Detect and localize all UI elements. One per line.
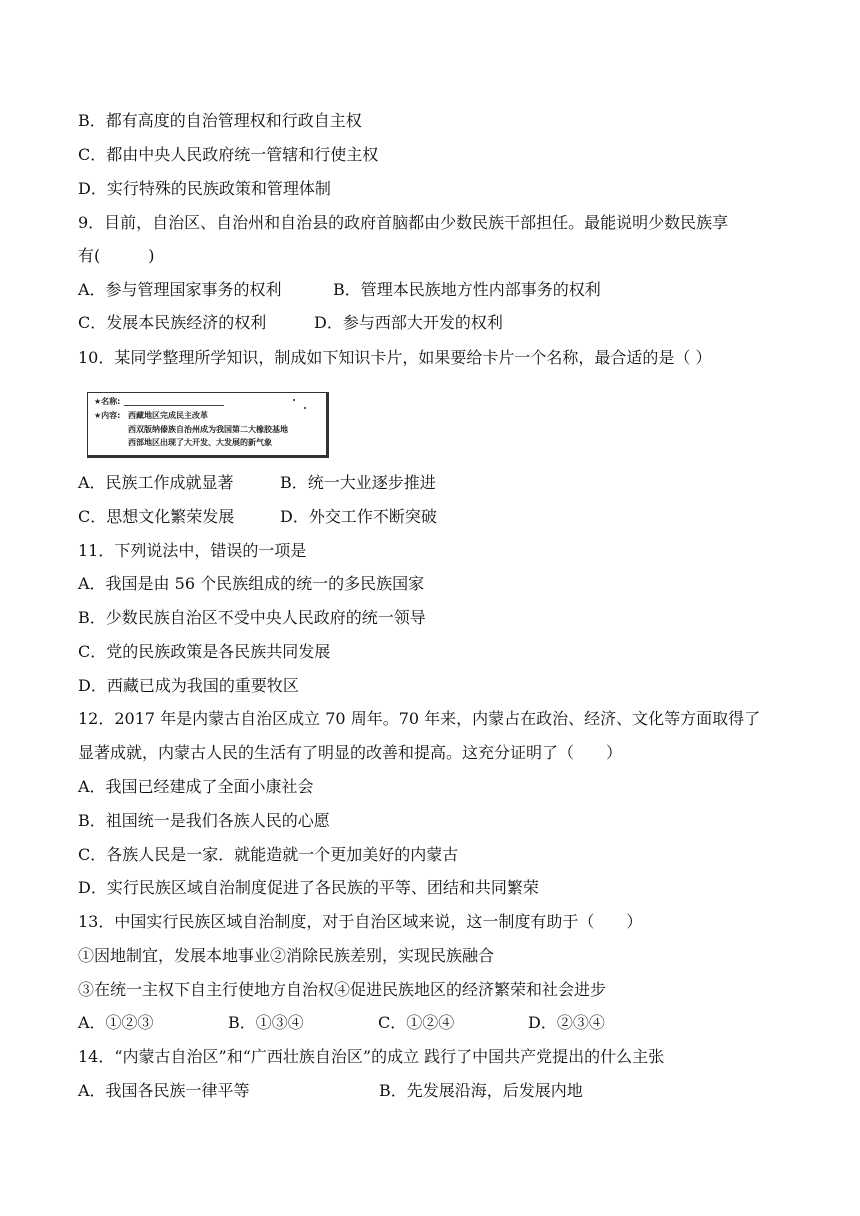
q9-stem-line-1: 9．目前，自治区、自治州和自治县的政府首脑都由少数民族干部担任。最能说明少数民族享 [78, 213, 729, 232]
q10-option-c: C．思想文化繁荣发展 [78, 507, 235, 526]
q9-option-b: B．管理本民族地方性内部事务的权利 [333, 280, 601, 299]
q11-option-b: B．少数民族自治区不受中央人民政府的统一领导 [78, 608, 426, 627]
card-item-3: 西部地区出现了大开发、大发展的新气象 [128, 438, 272, 447]
q10-option-b: B．统一大业逐步推进 [280, 473, 436, 492]
q13-option-d: D．②③④ [528, 1013, 605, 1032]
q12-option-a: A．我国已经建成了全面小康社会 [78, 777, 314, 796]
q12-option-d: D．实行民族区域自治制度促进了各民族的平等、团结和共同繁荣 [78, 878, 539, 897]
q9-stem-line-2: 有( ) [78, 246, 155, 265]
q14-option-b: B．先发展沿海，后发展内地 [379, 1081, 583, 1100]
q13-options-row [78, 1013, 605, 1033]
q13-statement-line-2: ③在统一主权下自主行使地方自治权④促进民族地区的经济繁荣和社会进步 [78, 980, 607, 999]
q13-statement-line-1: ①因地制宜，发展本地事业②消除民族差别，实现民族融合 [78, 946, 495, 965]
q13-stem: 13．中国实行民族区域自治制度，对于自治区域来说，这一制度有助于（ ） [78, 912, 643, 931]
card-content-label: ★内容: [94, 411, 121, 420]
q13-option-b: B．①③④ [228, 1013, 304, 1032]
card-item-1: 西藏地区完成民主改革 [128, 411, 208, 420]
q14-option-a: A．我国各民族一律平等 [78, 1081, 250, 1100]
q8-option-b: B．都有高度的自治管理权和行政自主权 [78, 111, 362, 130]
q10-option-a: A．民族工作成就显著 [78, 473, 234, 492]
q11-option-c: C．党的民族政策是各民族共同发展 [78, 642, 331, 661]
knowledge-card-image [87, 392, 329, 458]
q12-option-b: B．祖国统一是我们各族人民的心愿 [78, 811, 330, 830]
q11-option-a: A．我国是由 56 个民族组成的统一的多民族国家 [78, 574, 425, 593]
q8-option-d: D．实行特殊的民族政策和管理体制 [78, 179, 331, 198]
q12-stem-line-2: 显著成就，内蒙古人民的生活有了明显的改善和提高。这充分证明了（ ） [78, 743, 623, 762]
scan-speck [293, 399, 295, 401]
q10-stem: 10．某同学整理所学知识，制成如下知识卡片，如果要给卡片一个名称，最合适的是（ ） [78, 348, 712, 367]
q11-option-d: D．西藏已成为我国的重要牧区 [78, 676, 299, 695]
q13-option-c: C．①②④ [378, 1013, 455, 1032]
q10-options-row-1 [78, 473, 436, 493]
q9-option-d: D．参与西部大开发的权利 [314, 313, 503, 332]
card-name-blank [124, 405, 224, 406]
q9-option-c: C．发展本民族经济的权利 [78, 313, 267, 332]
q14-options-row [78, 1081, 583, 1101]
q12-stem-line-1: 12．2017 年是内蒙古自治区成立 70 周年。70 年来，内蒙占在政治、经济、文化等方面取得了 [78, 709, 761, 728]
scan-speck [304, 407, 306, 409]
q11-stem: 11．下列说法中，错误的一项是 [78, 541, 307, 560]
q13-option-a: A．①②③ [78, 1013, 154, 1032]
q9-option-a: A．参与管理国家事务的权利 [78, 280, 282, 299]
q14-stem: 14．“内蒙古自治区”和“广西壮族自治区”的成立 践行了中国共产党提出的什么主张 [78, 1047, 665, 1066]
q8-option-c: C．都由中央人民政府统一管辖和行使主权 [78, 145, 379, 164]
q9-options-row-1 [78, 280, 601, 300]
card-name-label: ★名称: [94, 397, 121, 406]
q9-options-row-2 [78, 313, 503, 333]
q10-option-d: D．外交工作不断突破 [280, 507, 437, 526]
q10-options-row-2 [78, 507, 437, 527]
card-item-2: 西双版纳傣族自治州成为我国第二大橡胶基地 [128, 425, 288, 434]
q12-option-c: C．各族人民是一家．就能造就一个更加美好的内蒙古 [78, 845, 459, 864]
